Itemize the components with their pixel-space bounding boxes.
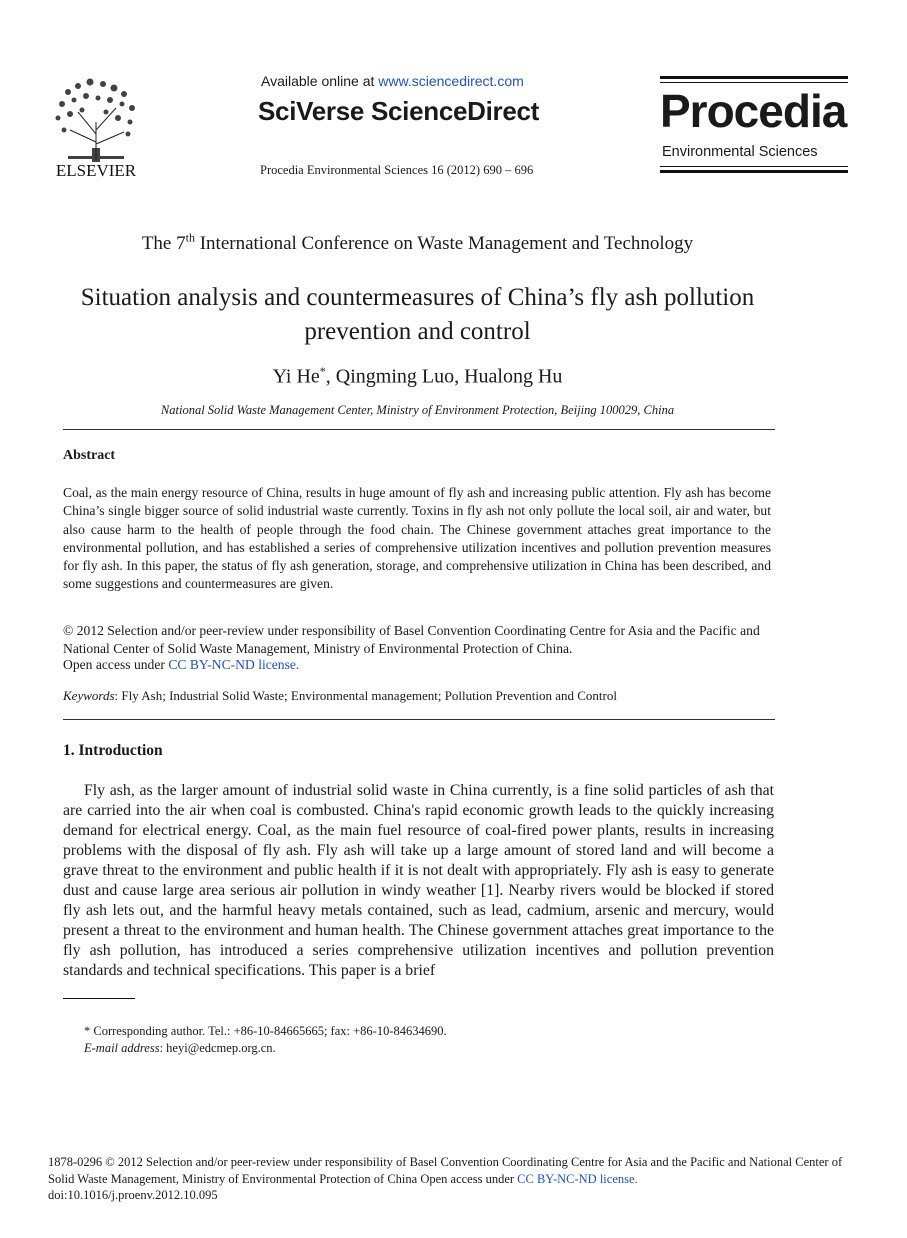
procedia-logo: Procedia	[660, 85, 847, 137]
abstract-heading: Abstract	[63, 448, 116, 463]
procedia-rule	[660, 76, 848, 79]
available-online-line	[261, 73, 524, 89]
publication-info	[48, 1154, 848, 1204]
divider	[63, 719, 775, 720]
authors-rest: , Qingming Luo, Hualong Hu	[325, 365, 563, 388]
copyright-notice: © 2012 Selection and/or peer-review under responsibility of Basel Convention Coordinating Centre for Asia and the Pacific and National Center of Solid Waste Management, Ministry of Environmental Protection of China.	[63, 623, 760, 657]
authors	[0, 364, 835, 389]
license-link-bottom[interactable]: CC BY-NC-ND license.	[517, 1171, 638, 1186]
footnote-rule	[63, 998, 135, 999]
abstract-text: Coal, as the main energy resource of China, results in huge amount of fly ash and increasing public attention. Fly ash has become China’s single bigger source of solid industrial waste currently. Toxins in fly ash not only pollute the local soil, air and water, but also cause harm to the health of people through the food chain. The Chinese government attaches great importance to the environmental pollution, and has established a series of comprehensive utilization incentives and pollution prevention measures for fly ash. In this paper, the status of fly ash generation, storage, and comprehensive utilization in China has been described, and some suggestions and countermeasures are given.	[63, 485, 771, 592]
conference-name	[0, 230, 835, 255]
issn-copyright: 1878-0296 © 2012 Selection and/or peer-review under responsibility of Basel Convention Coordinating Centre for Asia and the Pacific and National Center of Solid Waste Management, Ministry of Environmental Protection of China	[48, 1155, 843, 1186]
introduction-text: Fly ash, as the larger amount of industrial solid waste in China currently, is a fine solid particles of ash that are carried into the air when coal is combusted. China's rapid economic growth leads to the quickly increasing demand for electrical energy. Coal, as the main fuel resource of coal-fired power plants, results in increasing problems with the disposal of fly ash. Fly ash will take up a large amount of stored land and will become a grave threat to the environment and public health if it is not dealt with appropriately. Fly ash is easy to generate dust and cause large area serious air pollution in windy weather [1]. Nearby rivers would be blocked if stored fly ash lets out, and the harmful heavy metals contained, such as lead, cadmium, arsenic and mercury, would present a threat to the environment and human health. The Chinese government attaches great importance to the fly ash pollution, has introduced a series comprehensive utilization incentives and pollution prevention standards and technical specifications. This paper is a brief	[63, 782, 774, 979]
section-heading-introduction: 1. Introduction	[63, 742, 163, 759]
conference-post: International Conference on Waste Management and Technology	[194, 233, 694, 254]
license-link[interactable]: CC BY-NC-ND license.	[168, 657, 300, 672]
keywords-line	[63, 688, 617, 704]
open-access-prefix: Open access under	[63, 657, 169, 672]
procedia-rule	[660, 166, 848, 167]
elsevier-logo	[48, 72, 144, 180]
corresponding-mark[interactable]: *	[319, 364, 326, 378]
procedia-rule	[660, 82, 848, 83]
author-primary: Yi He	[272, 365, 320, 388]
paper-title: Situation analysis and countermeasures of China’s fly ash pollution prevention and control	[80, 284, 755, 345]
email-address[interactable]: : heyi@edcmep.org.cn.	[159, 1041, 276, 1055]
keywords-list: : Fly Ash; Industrial Solid Waste; Environmental management; Pollution Prevention and Control	[114, 688, 617, 703]
email-label: E-mail address	[84, 1041, 160, 1055]
conference-sup: th	[185, 230, 195, 245]
sciverse-logo: SciVerse ScienceDirect	[258, 96, 540, 126]
procedia-rule	[660, 170, 848, 173]
corresponding-author-note: * Corresponding author. Tel.: +86-10-84665665; fax: +86-10-84634690.	[84, 1024, 447, 1038]
keywords-label: Keywords	[63, 688, 115, 703]
elsevier-tree-icon	[48, 72, 144, 180]
open-access-bottom: Open access under	[417, 1171, 518, 1186]
open-access-line	[63, 657, 299, 673]
divider	[63, 429, 775, 430]
journal-citation: Procedia Environmental Sciences 16 (2012) 690 – 696	[260, 163, 534, 177]
procedia-subtitle: Environmental Sciences	[662, 144, 818, 160]
affiliation: National Solid Waste Management Center, Ministry of Environment Protection, Beijing 100029, China	[160, 403, 675, 417]
doi[interactable]: doi:10.1016/j.proenv.2012.10.095	[48, 1188, 218, 1202]
email-note	[84, 1041, 276, 1056]
sciencedirect-link[interactable]: www.sciencedirect.com	[378, 73, 524, 89]
conference-pre: The 7	[141, 233, 186, 254]
available-prefix: Available online at	[261, 73, 379, 89]
elsevier-label: ELSEVIER	[55, 161, 137, 180]
